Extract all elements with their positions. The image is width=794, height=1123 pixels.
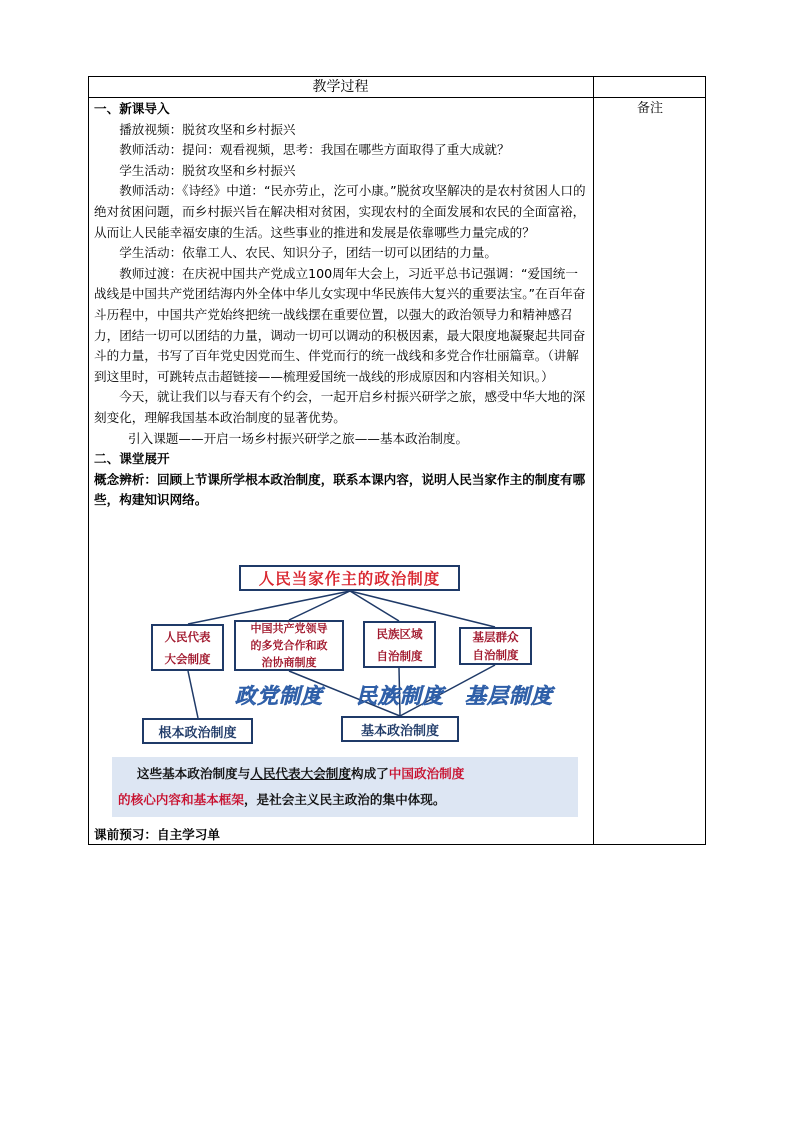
section-heading-expand: 二、课堂展开: [94, 451, 170, 467]
section-heading-intro: 一、新课导入: [94, 101, 170, 116]
paragraph: 教师过渡：在庆祝中国共产党成立100周年大会上，习近平总书记强调：“爱国统一战线是中国共产党团结海内外全体中华儿女实现中华民族伟大复兴的重要法宝。”在百年奋斗历程中，中国共产党始终把统一战线摆在重要位置，以强大的政治领导力和精神感召力，团结一切可以团结的力量，调动一切可以调动的积极因素，最大限度地凝聚起共同奋斗的力量，书写了百年党史因党而生、伴党而行的统一战线和多党合作壮丽篇章。（讲解到这里时，可跳转点击超链接——梳理爱国统一战线的形成原因和内容相关知识。）: [94, 265, 586, 384]
header-divider: [88, 97, 594, 98]
paragraph: 教师活动：《诗经》中道：“民亦劳止，汔可小康。”脱贫攻坚解决的是农村贫困人口的绝对贫困问题，而乡村振兴旨在解决相对贫困，实现农村的全面发展和农民的全面富裕，从而让人民能幸福安康的生活。这些事业的推进和发展是依靠哪些力量完成的？: [94, 183, 586, 240]
multiparty-cooperation-box: [234, 620, 344, 671]
connector-line: [350, 591, 399, 621]
box-line: 民族区域: [376, 626, 423, 641]
connector-line: [289, 591, 350, 620]
grassroots-autonomy-box: [459, 627, 532, 665]
notes-column-label: 备注: [636, 101, 663, 116]
ethnic-system-label: 民族制度: [356, 684, 444, 708]
paragraph: 学生活动：依靠工人、农民、知识分子，团结一切可以团结的力量。: [119, 245, 497, 261]
summary-underlined: 人民代表大会制度: [250, 766, 351, 781]
party-system-label: 政党制度: [235, 684, 323, 708]
box-line: 自治制度: [472, 648, 519, 662]
fundamental-system-box: 根本政治制度: [142, 718, 253, 744]
connector-line: [188, 671, 198, 718]
summary-text: ，是社会主义民主政治的集中体现。: [243, 792, 446, 807]
basic-system-box: 基本政治制度: [341, 716, 459, 742]
ethnic-autonomy-box: [363, 621, 436, 668]
summary-callout: [112, 757, 578, 817]
box-line: 治协商制度: [261, 656, 317, 669]
box-line: 自治制度: [376, 648, 423, 663]
knowledge-network-diagram: [110, 560, 590, 750]
summary-highlight: 中国政治制度: [388, 766, 465, 781]
grassroots-system-label: 基层制度: [465, 684, 553, 708]
npc-system-box: [151, 624, 224, 671]
box-line: 人民代表: [164, 629, 211, 644]
people-mastery-system-box: 人民当家作主的政治制度: [239, 565, 460, 591]
paragraph: 今天，就让我们以与春天有个约会，一起开启乡村振兴研学之旅，感受中华大地的深刻变化，理解我国基本政治制度的显著优势。: [94, 389, 586, 425]
concept-prompt: 概念辨析：回顾上节课所学根本政治制度，联系本课内容，说明人民当家作主的制度有哪些，构建知识网络。: [94, 471, 586, 508]
summary-highlight: 的核心内容和基本框架: [118, 792, 244, 807]
paragraph: 教师活动：提问：观看视频，思考：我国在哪些方面取得了重大成就？: [119, 142, 510, 158]
box-line: 的多党合作和政: [250, 639, 328, 652]
table-header-title: 教学过程: [312, 79, 369, 95]
lesson-content: [94, 99, 588, 511]
paragraph: 引入课题——开启一场乡村振兴研学之旅——基本政治制度。: [128, 430, 469, 446]
paragraph: 学生活动：脱贫攻坚和乡村振兴: [119, 162, 296, 178]
box-line: 中国共产党领导: [250, 622, 328, 635]
preview-assignment: 课前预习：自主学习单: [94, 827, 220, 842]
summary-text: 这些基本政治制度与: [136, 766, 251, 781]
box-line: 基层群众: [472, 630, 519, 644]
header-divider-right: [593, 97, 706, 98]
column-divider: [593, 76, 594, 845]
summary-text: 构成了: [350, 766, 389, 781]
paragraph: 播放视频：脱贫攻坚和乡村振兴: [119, 121, 296, 137]
box-line: 大会制度: [164, 651, 211, 666]
